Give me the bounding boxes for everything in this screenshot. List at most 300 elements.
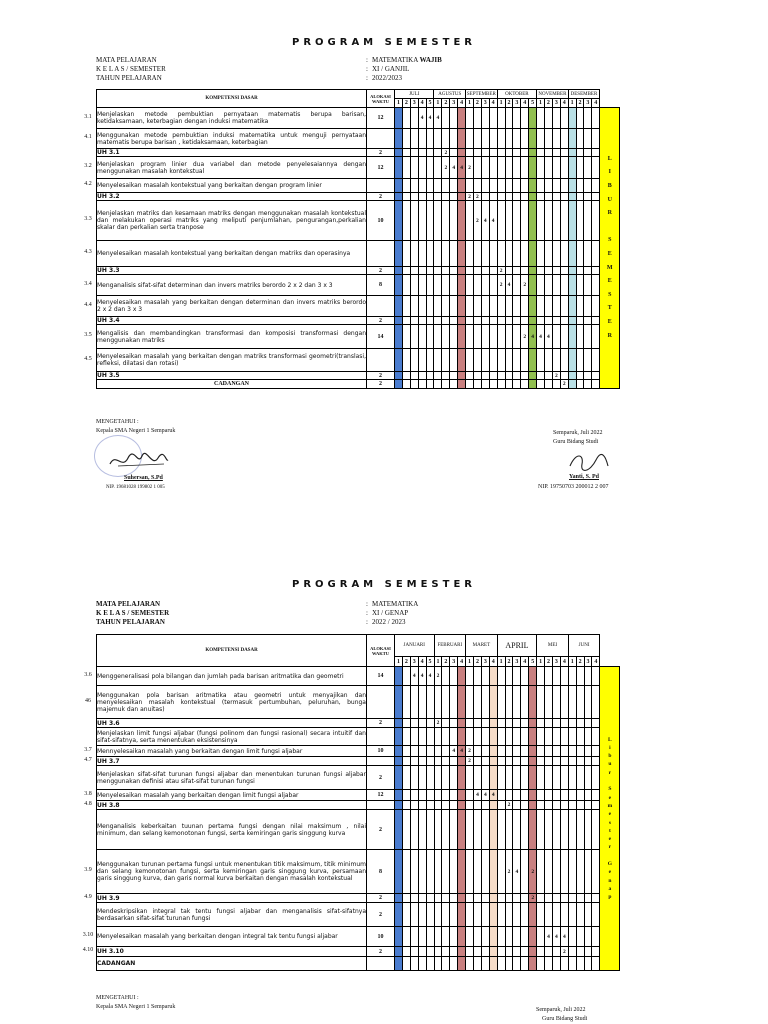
week-cell: [442, 686, 450, 719]
week-number: 2: [576, 99, 584, 108]
week-cell: [552, 241, 560, 267]
week-cell: [521, 372, 529, 380]
week-cell: [568, 157, 576, 179]
week-cell: [418, 957, 426, 971]
week-number: 2: [473, 99, 481, 108]
week-cell: [584, 947, 592, 957]
week-cell: [458, 241, 466, 267]
week-cell: [497, 766, 505, 790]
week-cell: [458, 894, 466, 903]
week-cell: [537, 667, 545, 686]
week-cell: [418, 325, 426, 349]
kd-text: Menjelaskan matriks dan kesamaan matriks dengan menggunakan masalah kontekstual dan melakukan operasi matriks yang meliputi penjumlahan, pengurangan,perkalian skalar dan perkalian serta tranpose: [97, 201, 367, 241]
kd-number: 4.8: [84, 800, 92, 807]
week-cell: [442, 746, 450, 757]
week-cell: [458, 850, 466, 894]
week-cell: [450, 129, 458, 149]
week-cell: [474, 667, 482, 686]
week-cell: [402, 927, 410, 947]
week-cell: [481, 193, 489, 201]
week-cell: [513, 241, 521, 267]
week-cell: [426, 296, 434, 317]
week-number: 2: [474, 657, 482, 667]
week-cell: [458, 275, 466, 296]
week-cell: [434, 957, 442, 971]
week-cell: [434, 746, 442, 757]
week-cell: [489, 766, 497, 790]
week-number: 4: [560, 99, 568, 108]
kd-text: UH 3.6: [97, 719, 367, 728]
week-number: 4: [418, 657, 426, 667]
week-cell: [529, 903, 537, 927]
week-cell: [450, 927, 458, 947]
week-cell: [450, 810, 458, 850]
week-cell: [529, 746, 537, 757]
week-cell: [568, 129, 576, 149]
week-cell: [402, 372, 410, 380]
week-cell: [560, 149, 568, 157]
kd-text: Menyelesaikan masalah kontekstual yang berkaitan dengan program linier: [97, 179, 367, 193]
week-cell: [513, 927, 521, 947]
week-cell: [466, 149, 474, 157]
week-cell: [474, 757, 482, 766]
week-cell: [513, 667, 521, 686]
week-cell: [497, 686, 505, 719]
week-number: 1: [568, 99, 576, 108]
week-cell: [402, 179, 410, 193]
week-cell: [426, 957, 434, 971]
week-cell: [576, 317, 584, 325]
alokasi-value: 2: [367, 372, 395, 380]
week-number: 1: [466, 657, 474, 667]
week-cell: [402, 349, 410, 372]
info-value: MATEMATIKA: [372, 600, 419, 608]
week-cell: [395, 686, 403, 719]
libur-letter: M: [606, 264, 613, 271]
week-cell: [410, 317, 418, 325]
week-cell: [395, 667, 403, 686]
kd-text: Menyelesaikan masalah yang berkaitan dengan integral tak tentu fungsi aljabar: [97, 927, 367, 947]
week-cell: [489, 267, 497, 275]
week-cell: [568, 686, 576, 719]
week-cell: [584, 380, 592, 389]
alokasi-value: 10: [367, 927, 395, 947]
week-cell: [481, 241, 489, 267]
week-cell: [521, 241, 529, 267]
week-cell: [576, 193, 584, 201]
info-label: MATA PELAJARAN: [96, 56, 157, 64]
libur-semester-column: [600, 667, 620, 971]
week-cell: [450, 349, 458, 372]
week-cell: [497, 129, 505, 149]
info-value: XI / GANJIL: [372, 65, 410, 73]
week-cell: [466, 810, 474, 850]
week-cell: [474, 728, 482, 746]
week-cell: [545, 894, 553, 903]
week-cell: [552, 686, 560, 719]
week-cell: [545, 766, 553, 790]
alokasi-value: [367, 686, 395, 719]
week-cell: [537, 947, 545, 957]
table-row: [97, 275, 620, 296]
week-cell: [395, 903, 403, 927]
week-cell: [552, 903, 560, 927]
week-cell: [584, 349, 592, 372]
week-cell: [466, 766, 474, 790]
week-cell: [410, 757, 418, 766]
week-cell: [552, 810, 560, 850]
week-cell: [513, 372, 521, 380]
week-cell: [505, 746, 513, 757]
kd-number: 4.3: [84, 249, 92, 255]
week-cell: [552, 719, 560, 728]
week-number: 3: [481, 657, 489, 667]
week-cell: [450, 275, 458, 296]
week-cell: [544, 275, 552, 296]
week-cell: [521, 157, 529, 179]
week-cell: 2: [529, 850, 537, 894]
week-cell: 4: [426, 667, 434, 686]
week-cell: [458, 372, 466, 380]
week-cell: [395, 927, 403, 947]
week-cell: [552, 193, 560, 201]
week-cell: [521, 810, 529, 850]
week-cell: [497, 757, 505, 766]
libur-letter: L: [608, 736, 612, 743]
week-cell: [576, 201, 584, 241]
signature-right: [536, 1006, 587, 1024]
week-cell: [426, 894, 434, 903]
week-cell: [458, 201, 466, 241]
week-cell: [442, 927, 450, 947]
week-cell: [521, 766, 529, 790]
month-header: AGUSTUS: [434, 90, 466, 99]
week-cell: [395, 766, 403, 790]
week-cell: [450, 903, 458, 927]
week-cell: [474, 719, 482, 728]
week-cell: [450, 766, 458, 790]
alokasi-value: 10: [367, 201, 395, 241]
week-number: 5: [426, 99, 434, 108]
alokasi-value: 14: [367, 325, 395, 349]
week-cell: [473, 296, 481, 317]
week-cell: [560, 719, 568, 728]
week-cell: [592, 349, 600, 372]
week-cell: [497, 193, 505, 201]
week-cell: [584, 746, 592, 757]
libur-letter: [600, 777, 619, 785]
table-row: [97, 810, 620, 850]
week-cell: [474, 927, 482, 947]
week-cell: [450, 686, 458, 719]
week-cell: [537, 149, 545, 157]
week-cell: [521, 108, 529, 129]
week-cell: [576, 790, 584, 801]
libur-letter: b: [608, 753, 612, 760]
week-cell: [473, 325, 481, 349]
kd-text: UH 3.5: [97, 372, 367, 380]
week-cell: [395, 957, 403, 971]
week-cell: 4: [513, 850, 521, 894]
alokasi-value: [367, 728, 395, 746]
week-cell: [402, 686, 410, 719]
table-row: [97, 757, 620, 766]
week-number: 2: [505, 99, 513, 108]
alokasi-value: 12: [367, 108, 395, 129]
week-cell: [513, 157, 521, 179]
week-cell: [576, 719, 584, 728]
week-cell: [544, 108, 552, 129]
week-cell: [545, 810, 553, 850]
week-cell: [537, 810, 545, 850]
info-value: MATEMATIKA: [372, 56, 418, 64]
week-cell: [418, 746, 426, 757]
week-cell: [505, 129, 513, 149]
week-cell: [489, 275, 497, 296]
week-cell: [544, 149, 552, 157]
week-cell: 4: [418, 667, 426, 686]
libur-letter: S: [608, 291, 612, 298]
week-cell: [426, 241, 434, 267]
week-cell: [402, 157, 410, 179]
week-cell: 2: [529, 894, 537, 903]
week-cell: [418, 719, 426, 728]
info-label: TAHUN PELAJARAN: [96, 74, 162, 82]
week-cell: [395, 790, 403, 801]
week-cell: [442, 372, 450, 380]
week-cell: [505, 667, 513, 686]
page-title: PROGRAM SEMESTER: [292, 579, 476, 590]
week-cell: [442, 801, 450, 810]
week-cell: [473, 267, 481, 275]
table-row: [97, 894, 620, 903]
week-cell: [584, 719, 592, 728]
kd-text: UH 3.2: [97, 193, 367, 201]
libur-letter: m: [607, 802, 613, 809]
week-cell: [537, 927, 545, 947]
week-cell: [544, 193, 552, 201]
week-cell: [481, 947, 489, 957]
week-cell: [489, 372, 497, 380]
week-cell: [568, 349, 576, 372]
week-cell: [576, 957, 584, 971]
week-cell: [513, 957, 521, 971]
week-cell: [395, 349, 403, 372]
kd-text: CADANGAN: [97, 380, 367, 389]
week-cell: [537, 719, 545, 728]
week-cell: [505, 193, 513, 201]
week-cell: [458, 903, 466, 927]
info-value: 2022 / 2023: [372, 618, 406, 626]
week-cell: [576, 757, 584, 766]
week-cell: [592, 810, 600, 850]
week-cell: [442, 201, 450, 241]
alokasi-value: 2: [367, 267, 395, 275]
week-cell: [450, 296, 458, 317]
week-cell: [576, 296, 584, 317]
libur-letter: I: [608, 169, 611, 176]
table-row: [97, 746, 620, 757]
week-cell: 2: [466, 757, 474, 766]
table-row: [97, 193, 620, 201]
mengetahui-label: MENGETAHUI :: [96, 419, 139, 425]
week-cell: [529, 667, 537, 686]
week-cell: [529, 157, 537, 179]
week-cell: [505, 201, 513, 241]
week-cell: 2: [552, 372, 560, 380]
week-cell: [410, 957, 418, 971]
place-date: Semparuk, Juli 2022: [553, 430, 603, 436]
week-cell: [450, 947, 458, 957]
libur-letter: S: [608, 237, 612, 244]
week-cell: [505, 894, 513, 903]
week-cell: [489, 325, 497, 349]
alokasi-value: 10: [367, 746, 395, 757]
week-cell: [592, 728, 600, 746]
week-cell: 4: [489, 201, 497, 241]
week-cell: [513, 201, 521, 241]
libur-letter: S: [608, 786, 612, 793]
kd-text: Menjelaskan limit fungsi aljabar (fungsi polinom dan fungsi rasional) secara intuitif dan sifat-sifatnya, serta menentukan eksistensinya: [97, 729, 366, 744]
week-cell: [584, 296, 592, 317]
week-cell: [568, 241, 576, 267]
table-row: [97, 667, 620, 686]
week-cell: [576, 801, 584, 810]
week-cell: [395, 317, 403, 325]
signature-left: [96, 994, 175, 1012]
week-cell: 4: [458, 746, 466, 757]
week-cell: [481, 686, 489, 719]
week-cell: [395, 157, 403, 179]
week-cell: [560, 275, 568, 296]
week-cell: [537, 349, 545, 372]
week-cell: [513, 903, 521, 927]
week-number: 3: [552, 99, 560, 108]
week-cell: [426, 129, 434, 149]
week-cell: [466, 296, 474, 317]
info-label: K E L A S / SEMESTER: [96, 609, 170, 617]
week-number: 1: [568, 657, 576, 667]
week-cell: [521, 267, 529, 275]
month-header: OKTOBER: [497, 90, 536, 99]
week-cell: [560, 801, 568, 810]
week-cell: [410, 686, 418, 719]
week-cell: [576, 746, 584, 757]
week-cell: [474, 810, 482, 850]
week-cell: [458, 267, 466, 275]
week-cell: [466, 728, 474, 746]
week-cell: [560, 894, 568, 903]
week-cell: [402, 275, 410, 296]
libur-letter: T: [607, 305, 612, 312]
week-cell: [568, 108, 576, 129]
week-cell: [521, 179, 529, 193]
week-cell: [576, 241, 584, 267]
kd-number: 3.1: [84, 113, 92, 120]
week-cell: [576, 325, 584, 349]
week-cell: [552, 325, 560, 349]
week-cell: [537, 267, 545, 275]
week-cell: [576, 810, 584, 850]
week-cell: [395, 149, 403, 157]
week-cell: [481, 179, 489, 193]
week-cell: [560, 766, 568, 790]
week-cell: [450, 667, 458, 686]
week-number: 1: [466, 99, 474, 108]
week-cell: [458, 193, 466, 201]
week-cell: [560, 372, 568, 380]
alokasi-value: 2: [367, 810, 395, 850]
week-cell: [497, 241, 505, 267]
week-cell: [434, 157, 442, 179]
kd-number: 4.7: [84, 756, 92, 763]
week-cell: [568, 267, 576, 275]
week-cell: [395, 746, 403, 757]
table-row: [97, 129, 620, 149]
guru-name: Yanti, S. Pd: [569, 474, 600, 480]
week-cell: [497, 325, 505, 349]
week-cell: [552, 296, 560, 317]
week-cell: [545, 746, 553, 757]
week-cell: [576, 667, 584, 686]
signature-left: [96, 418, 175, 436]
week-number: 4: [521, 99, 529, 108]
week-cell: [552, 667, 560, 686]
week-cell: [592, 296, 600, 317]
week-cell: [592, 947, 600, 957]
week-cell: [489, 317, 497, 325]
week-cell: [552, 149, 560, 157]
week-number: 1: [434, 99, 442, 108]
week-cell: [410, 380, 418, 389]
week-cell: [442, 810, 450, 850]
week-number: 3: [410, 657, 418, 667]
kepala-name: Suhersan, S.Pd: [124, 475, 163, 481]
week-cell: [560, 129, 568, 149]
week-cell: [402, 894, 410, 903]
week-cell: [466, 850, 474, 894]
week-cell: [584, 728, 592, 746]
week-cell: [521, 201, 529, 241]
signature-right: [553, 429, 603, 447]
week-cell: [537, 129, 545, 149]
info-label: TAHUN PELAJARAN: [96, 618, 165, 626]
kd-number: 4.10: [82, 947, 94, 953]
week-cell: [505, 108, 513, 129]
week-cell: [529, 296, 537, 317]
table-row: [97, 108, 620, 129]
week-cell: [529, 267, 537, 275]
week-number: 3: [513, 99, 521, 108]
week-cell: [395, 241, 403, 267]
week-cell: [395, 267, 403, 275]
week-cell: [458, 349, 466, 372]
week-cell: [552, 275, 560, 296]
week-cell: [513, 296, 521, 317]
week-cell: [521, 728, 529, 746]
week-cell: [418, 766, 426, 790]
week-cell: [592, 850, 600, 894]
week-cell: [576, 927, 584, 947]
week-cell: [418, 372, 426, 380]
month-header: DESEMBER: [568, 90, 600, 99]
week-cell: [473, 380, 481, 389]
alokasi-value: [367, 757, 395, 766]
libur-letter: t: [608, 827, 611, 834]
week-number: 2: [442, 657, 450, 667]
week-number: 2: [545, 657, 553, 667]
week-number: 1: [537, 99, 545, 108]
